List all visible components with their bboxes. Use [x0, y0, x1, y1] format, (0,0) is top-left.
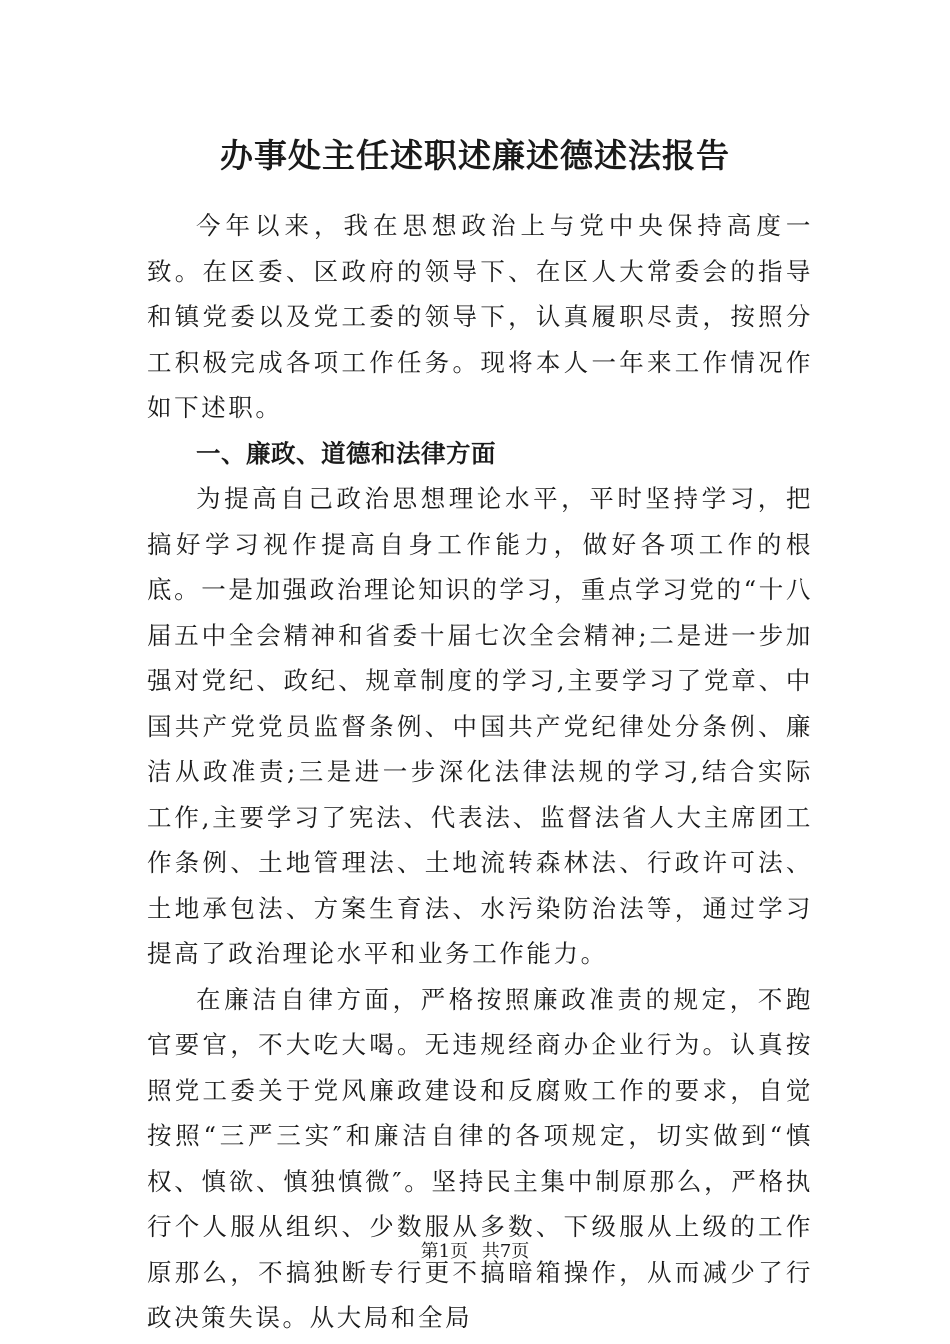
study-paragraph: 为提高自己政治思想理论水平，平时坚持学习，把搞好学习视作提高自身工作能力，做好各项工作的根底。一是加强政治理论知识的学习，重点学习党的“十八届五中全会精神和省委十届七次全会精神;二是进一步加强对党纪、政纪、规章制度的学习,主要学习了党章、中国共产党党员监督条例、中国共产党纪律处分条例、廉洁从政准责;三是进一步深化法律法规的学习,结合实际工作,主要学习了宪法、代表法、监督法省人大主席团工作条例、土地管理法、土地流转森林法、行政许可法、土地承包法、方案生育法、水污染防治法等，通过学习提高了政治理论水平和业务工作能力。	[147, 484, 813, 968]
section-heading: 一、廉政、道德和法律方面	[196, 438, 496, 468]
page-total: 共7页	[481, 1241, 530, 1262]
document-body	[147, 203, 813, 1341]
intro-paragraph: 今年以来，我在思想政治上与党中央保持高度一致。在区委、区政府的领导下、在区人大常委会的指导和镇党委以及党工委的领导下，认真履职尽责，按照分工积极完成各项工作任务。现将本人一年来工作情况作如下述职。	[147, 211, 813, 422]
integrity-paragraph: 在廉洁自律方面，严格按照廉政准责的规定，不跑官要官，不大吃大喝。无违规经商办企业行为。认真按照党工委关于党风廉政建设和反腐败工作的要求，自觉按照“三严三实″和廉洁自律的各项规定，切实做到“慎权、慎欲、慎独慎微″。坚持民主集中制原那么，严格执行个人服从组织、少数服从多数、下级服从上级的工作原那么，不搞独断专行更不搞暗箱操作，从而减少了行政决策失误。从大局和全局	[147, 984, 813, 1332]
page-number: 第1页	[420, 1241, 469, 1262]
document-title: 办事处主任述职述廉述德述法报告	[220, 136, 730, 175]
page-footer	[0, 1240, 950, 1264]
